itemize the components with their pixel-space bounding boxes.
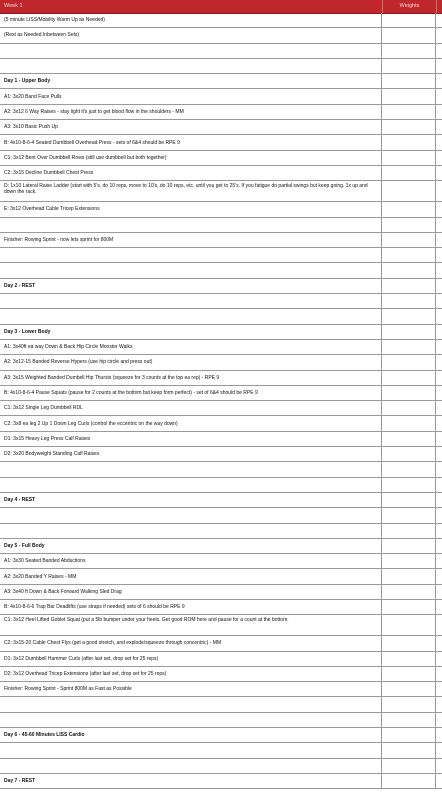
exercise-cell[interactable]: Finisher: Rowing Sprint - Sprint 800M as Fast as Possible (0, 682, 382, 696)
exercise-cell[interactable]: (5 minute LISS/Mobility Warm Up as Needed) (0, 13, 382, 27)
table-row (0, 600, 442, 615)
weights-cell[interactable] (382, 585, 436, 599)
weights-cell[interactable] (382, 294, 436, 308)
extra-cell[interactable] (436, 151, 442, 165)
exercise-cell[interactable]: A2: 3x12-15 Banded Reverse Hypers (use hip circle and press out) (0, 355, 382, 369)
table-row (0, 682, 442, 697)
extra-cell[interactable] (436, 585, 442, 599)
extra-cell[interactable] (436, 166, 442, 180)
exercise-cell[interactable]: A3: 3x15 Weighted Banded Dumbell Hip Thursts (squeeze for 3 counts at the top ea rep) - RPE 9 (0, 371, 382, 385)
extra-cell[interactable] (436, 493, 442, 507)
exercise-cell[interactable]: D: 1x10 Lateral Raise Ladder (start with 5's, do 10 reps, move to 10's, do 10 reps, etc. until you get to 25's. If you fatigue do partial swings but keep going. 1x up and down the rack. (0, 181, 382, 201)
weights-cell[interactable] (382, 59, 436, 73)
weights-cell[interactable] (382, 202, 436, 216)
table-row (0, 233, 442, 248)
exercise-cell[interactable]: (Rest as Needed Inbetween Sets) (0, 28, 382, 42)
exercise-cell[interactable]: C2: 3x8 ea leg 2 Up 1 Down Leg Curls (control the eccentric on the way down) (0, 416, 382, 430)
day-heading-row (0, 728, 442, 743)
table-row (0, 569, 442, 584)
day-heading-cell[interactable]: Day 2 - REST (0, 279, 382, 293)
extra-cell[interactable] (436, 508, 442, 522)
extra-cell[interactable] (436, 774, 442, 788)
weights-cell[interactable] (382, 759, 436, 773)
extra-cell[interactable] (436, 636, 442, 650)
weights-cell[interactable] (382, 728, 436, 742)
extra-cell[interactable] (436, 667, 442, 681)
extra-cell[interactable] (436, 447, 442, 461)
weights-cell[interactable] (382, 340, 436, 354)
weights-cell[interactable] (382, 105, 436, 119)
exercise-cell[interactable]: D2: 3x20 Bodyweight Standing Calf Raises (0, 447, 382, 461)
exercise-cell[interactable]: A2: 3x12 6 Way Raises - stay light it's just to get blood flow in the shoulders - MM (0, 105, 382, 119)
weights-cell[interactable] (382, 151, 436, 165)
extra-cell[interactable] (436, 309, 442, 323)
day-heading-cell[interactable]: Day 1 - Upper Body (0, 74, 382, 88)
exercise-cell[interactable]: D2: 3x12 Overhead Tricep Extensions (after last set, drop set for 25 reps) (0, 667, 382, 681)
exercise-cell[interactable] (0, 309, 382, 323)
blank-row (0, 524, 442, 539)
extra-cell[interactable] (436, 181, 442, 201)
extra-cell[interactable] (436, 697, 442, 711)
exercise-cell[interactable]: A2: 3x20 Banded Y Raises - MM (0, 569, 382, 583)
extra-cell[interactable] (436, 371, 442, 385)
weights-cell[interactable] (382, 539, 436, 553)
weights-cell[interactable] (382, 28, 436, 42)
table-row (0, 401, 442, 416)
extra-cell[interactable] (436, 279, 442, 293)
weights-cell[interactable] (382, 386, 436, 400)
extra-cell[interactable] (436, 652, 442, 666)
table-row (0, 355, 442, 370)
exercise-cell[interactable] (0, 508, 382, 522)
header-cell-week[interactable]: Week 1 (4, 0, 383, 13)
exercise-cell[interactable]: A1: 3x20 Band Face Pulls (0, 89, 382, 103)
day-heading-row (0, 539, 442, 554)
header-cell-extra[interactable] (437, 0, 442, 13)
weights-cell[interactable] (382, 89, 436, 103)
weights-cell[interactable] (382, 248, 436, 262)
weights-cell[interactable] (382, 697, 436, 711)
exercise-cell[interactable] (0, 294, 382, 308)
exercise-cell[interactable] (0, 44, 382, 58)
blank-row (0, 478, 442, 493)
exercise-cell[interactable] (0, 59, 382, 73)
day-heading-cell[interactable]: Day 7 - REST (0, 774, 382, 788)
weights-cell[interactable] (382, 401, 436, 415)
blank-row (0, 713, 442, 728)
day-heading-cell[interactable]: Day 6 - 45-60 Minutes LISS Cardio (0, 728, 382, 742)
table-row (0, 89, 442, 104)
extra-cell[interactable] (436, 569, 442, 583)
extra-cell[interactable] (436, 202, 442, 216)
blank-row (0, 697, 442, 712)
weights-cell[interactable] (382, 355, 436, 369)
weights-cell[interactable] (382, 263, 436, 277)
exercise-cell[interactable] (0, 218, 382, 232)
exercise-cell[interactable]: C1: 3x12 Bent Over Dumbbell Rows (still use dumbbell but both together) (0, 151, 382, 165)
weights-cell[interactable] (382, 462, 436, 476)
table-row (0, 151, 442, 166)
extra-cell[interactable] (436, 386, 442, 400)
day-heading-row (0, 774, 442, 789)
extra-cell[interactable] (436, 233, 442, 247)
blank-row (0, 218, 442, 233)
extra-cell[interactable] (436, 248, 442, 262)
extra-cell[interactable] (436, 44, 442, 58)
weights-cell[interactable] (382, 508, 436, 522)
weights-cell[interactable] (382, 44, 436, 58)
extra-cell[interactable] (436, 600, 442, 614)
exercise-cell[interactable] (0, 462, 382, 476)
weights-cell[interactable] (382, 743, 436, 757)
table-row (0, 585, 442, 600)
blank-row (0, 59, 442, 74)
extra-cell[interactable] (436, 74, 442, 88)
weights-cell[interactable] (382, 166, 436, 180)
day-heading-row (0, 74, 442, 89)
extra-cell[interactable] (436, 615, 442, 635)
day-heading-cell[interactable]: Day 3 - Lower Body (0, 325, 382, 339)
extra-cell[interactable] (436, 478, 442, 492)
extra-cell[interactable] (436, 294, 442, 308)
day-heading-row (0, 493, 442, 508)
table-row (0, 202, 442, 217)
exercise-cell[interactable]: A3: 3x40 ft Down & Back Forward Walking Sled Drag (0, 585, 382, 599)
exercise-cell[interactable] (0, 759, 382, 773)
weights-cell[interactable] (382, 74, 436, 88)
weights-cell[interactable] (382, 615, 436, 635)
extra-cell[interactable] (436, 539, 442, 553)
weights-cell[interactable] (382, 569, 436, 583)
exercise-cell[interactable]: D1: 3x12 Dumbbell Hammer Curls (after last set, drop set for 25 reps) (0, 652, 382, 666)
exercise-cell[interactable] (0, 697, 382, 711)
weights-cell[interactable] (382, 713, 436, 727)
table-row (0, 371, 442, 386)
day-heading-row (0, 279, 442, 294)
day-heading-cell[interactable]: Day 5 - Full Body (0, 539, 382, 553)
exercise-cell[interactable]: C2: 3x15 Decline Dumbbell Chest Press (0, 166, 382, 180)
blank-row (0, 263, 442, 278)
weights-cell[interactable] (382, 652, 436, 666)
weights-cell[interactable] (382, 478, 436, 492)
table-row (0, 386, 442, 401)
table-row (0, 636, 442, 651)
weights-cell[interactable] (382, 554, 436, 568)
table-row (0, 340, 442, 355)
extra-cell[interactable] (436, 218, 442, 232)
table-row (0, 554, 442, 569)
exercise-cell[interactable] (0, 248, 382, 262)
weights-cell[interactable] (382, 371, 436, 385)
weights-cell[interactable] (382, 667, 436, 681)
day-heading-cell[interactable]: Day 4 - REST (0, 493, 382, 507)
table-row (0, 28, 442, 43)
table-row (0, 667, 442, 682)
extra-cell[interactable] (436, 340, 442, 354)
blank-row (0, 294, 442, 309)
table-row (0, 447, 442, 462)
extra-cell[interactable] (436, 401, 442, 415)
weights-cell[interactable] (382, 279, 436, 293)
day-heading-row (0, 325, 442, 340)
extra-cell[interactable] (436, 713, 442, 727)
header-cell-weights[interactable]: Weights (383, 0, 437, 13)
exercise-cell[interactable]: A1: 3x30 Seated Banded Abductions (0, 554, 382, 568)
extra-cell[interactable] (436, 728, 442, 742)
blank-row (0, 759, 442, 774)
weights-cell[interactable] (382, 233, 436, 247)
extra-cell[interactable] (436, 135, 442, 149)
table-row (0, 135, 442, 150)
weights-cell[interactable] (382, 774, 436, 788)
exercise-cell[interactable]: C1: 3x12 Single Leg Dumbbell RDL (0, 401, 382, 415)
extra-cell[interactable] (436, 59, 442, 73)
extra-cell[interactable] (436, 743, 442, 757)
exercise-cell[interactable] (0, 478, 382, 492)
extra-cell[interactable] (436, 432, 442, 446)
table-row (0, 105, 442, 120)
exercise-cell[interactable]: B: 4x10-8-6-4 Seated Dumbbell Overhead Press - sets of 6&4 should be RPE 9 (0, 135, 382, 149)
sheet-rows (0, 13, 442, 789)
exercise-cell[interactable] (0, 743, 382, 757)
weights-cell[interactable] (382, 309, 436, 323)
exercise-cell[interactable] (0, 713, 382, 727)
blank-row (0, 309, 442, 324)
header-row (0, 0, 442, 14)
blank-row (0, 462, 442, 477)
extra-cell[interactable] (436, 28, 442, 42)
weights-cell[interactable] (382, 600, 436, 614)
weights-cell[interactable] (382, 524, 436, 538)
exercise-cell[interactable]: B: 4x10-8-6-6 Trap Bar Deadlifts (use straps if needed) sets of 6 should be RPE 9 (0, 600, 382, 614)
exercise-cell[interactable]: A1: 3x40ft ea way Down & Back Hip Circle Monster Walks (0, 340, 382, 354)
blank-row (0, 44, 442, 59)
weights-cell[interactable] (382, 181, 436, 201)
extra-cell[interactable] (436, 462, 442, 476)
table-row (0, 652, 442, 667)
blank-row (0, 248, 442, 263)
weights-cell[interactable] (382, 120, 436, 134)
table-row (0, 181, 442, 202)
exercise-cell[interactable]: B: 4x10-8-6-4 Pause Squats (pause for 2 counts at the bottom but keep form perfect) - set of 6&4 should be RPE 9 (0, 386, 382, 400)
weights-cell[interactable] (382, 493, 436, 507)
extra-cell[interactable] (436, 105, 442, 119)
table-row (0, 432, 442, 447)
weights-cell[interactable] (382, 218, 436, 232)
extra-cell[interactable] (436, 554, 442, 568)
exercise-cell[interactable]: E: 3x12 Overhead Cable Tricep Extensions (0, 202, 382, 216)
blank-row (0, 508, 442, 523)
exercise-cell[interactable]: C1: 3x12 Heel Lifted Goblet Squat (put a 5lb bumper under your heels. Get good ROM here and pause for a count at the bottom. (0, 615, 382, 635)
weights-cell[interactable] (382, 135, 436, 149)
weights-cell[interactable] (382, 682, 436, 696)
extra-cell[interactable] (436, 759, 442, 773)
table-row (0, 13, 442, 28)
exercise-cell[interactable]: Finisher: Rowing Sprint - now lets sprint for 800M (0, 233, 382, 247)
blank-row (0, 743, 442, 758)
extra-cell[interactable] (436, 89, 442, 103)
extra-cell[interactable] (436, 524, 442, 538)
extra-cell[interactable] (436, 120, 442, 134)
extra-cell[interactable] (436, 682, 442, 696)
table-row (0, 120, 442, 135)
weights-cell[interactable] (382, 447, 436, 461)
weights-cell[interactable] (382, 636, 436, 650)
table-row (0, 615, 442, 636)
exercise-cell[interactable] (0, 524, 382, 538)
exercise-cell[interactable] (0, 263, 382, 277)
extra-cell[interactable] (436, 355, 442, 369)
table-row (0, 416, 442, 431)
weights-cell[interactable] (382, 432, 436, 446)
extra-cell[interactable] (436, 13, 442, 27)
weights-cell[interactable] (382, 13, 436, 27)
weights-cell[interactable] (382, 325, 436, 339)
extra-cell[interactable] (436, 416, 442, 430)
exercise-cell[interactable]: A3: 3x10 Basic Push Up (0, 120, 382, 134)
extra-cell[interactable] (436, 263, 442, 277)
table-row (0, 166, 442, 181)
exercise-cell[interactable]: C2: 3x15-20 Cable Chest Flys (get a good stretch, and explode/squeeze through concentric) - MM (0, 636, 382, 650)
exercise-cell[interactable]: D1: 3x15 Heavy Leg Press Calf Raises (0, 432, 382, 446)
extra-cell[interactable] (436, 325, 442, 339)
weights-cell[interactable] (382, 416, 436, 430)
